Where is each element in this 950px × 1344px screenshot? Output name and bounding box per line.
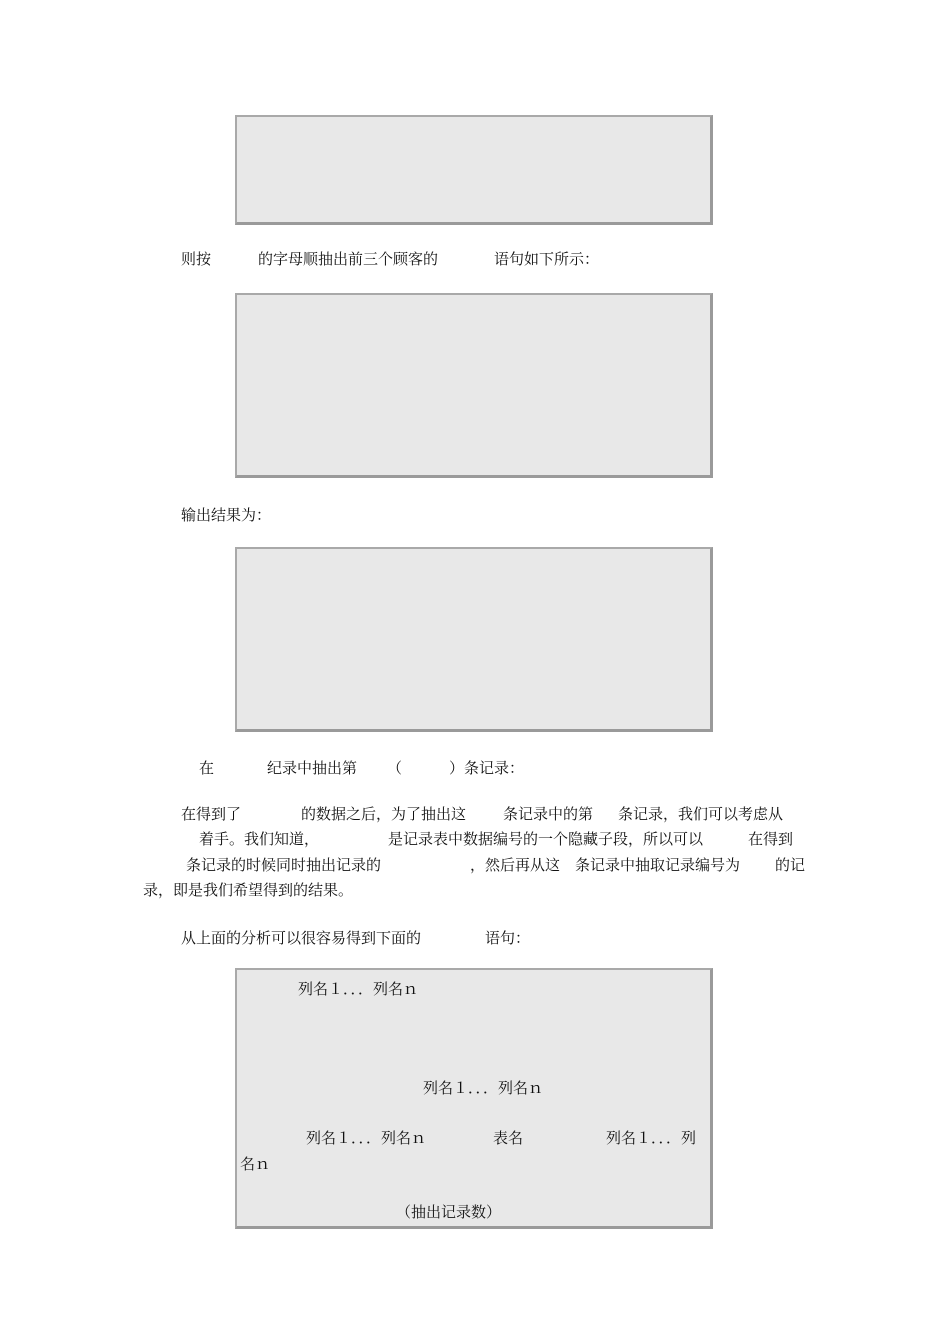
- text: （: [387, 759, 403, 777]
- code-line-1: 列名１．．．列名ｎ: [298, 980, 419, 998]
- text: 纪录中抽出第: [267, 759, 358, 777]
- text: 是记录表中数据编号的一个隐藏子段，所以可以: [388, 830, 704, 848]
- text: 则按: [181, 250, 212, 268]
- text: ，然后再从这: [470, 856, 561, 874]
- code-line-5: （抽出记录数）: [396, 1203, 502, 1221]
- code-line-3a: 列名１．．．列名ｎ: [306, 1129, 427, 1147]
- code-line-4: 名ｎ: [240, 1155, 271, 1173]
- text: 的数据之后，为了抽出这: [301, 805, 467, 823]
- text: 的记: [775, 856, 806, 874]
- text: 录，即是我们希望得到的结果。: [143, 881, 354, 899]
- text: 在得到: [748, 830, 794, 848]
- code-line-2: 列名１．．．列名ｎ: [423, 1079, 544, 1097]
- text: 条记录，我们可以考虑从: [618, 805, 784, 823]
- code-line-3c: 列名１．．．列: [606, 1129, 697, 1147]
- text: 条记录的时候同时抽出记录的: [186, 856, 382, 874]
- code-box-2: [235, 293, 713, 478]
- text: 条记录中抽取记录编号为: [575, 856, 741, 874]
- text: ）条记录：: [449, 759, 525, 777]
- code-box-4: [235, 968, 713, 1229]
- text: 的字母顺抽出前三个顾客的: [258, 250, 439, 268]
- text: 条记录中的第: [503, 805, 594, 823]
- text: 在: [199, 759, 215, 777]
- paragraph-2: 输出结果为：: [181, 506, 272, 524]
- code-line-3b: 表名: [493, 1129, 524, 1147]
- code-box-1: [235, 115, 713, 225]
- text: 着手。我们知道，: [199, 830, 320, 848]
- text: 语句：: [485, 929, 531, 947]
- code-box-3: [235, 547, 713, 732]
- text: 语句如下所示：: [494, 250, 600, 268]
- text: 从上面的分析可以很容易得到下面的: [181, 929, 422, 947]
- text: 在得到了: [181, 805, 242, 823]
